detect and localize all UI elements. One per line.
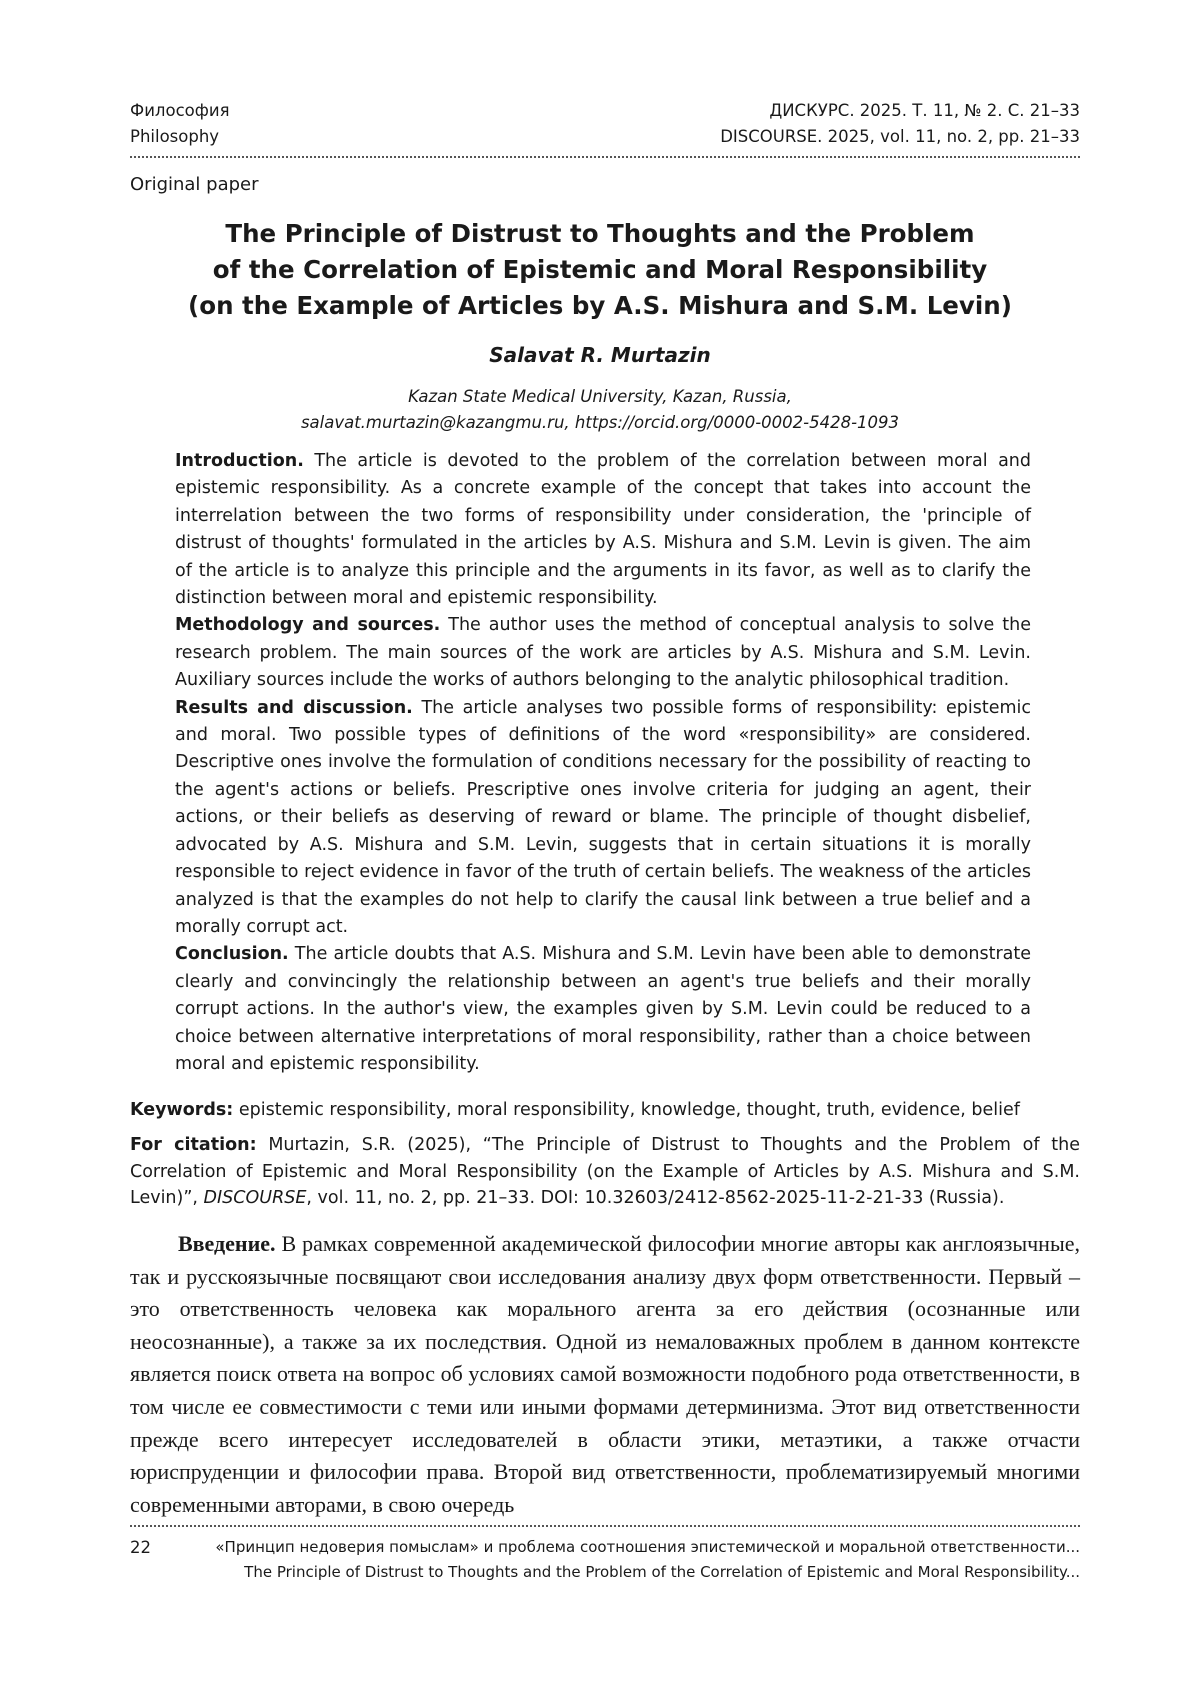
abstract-label: Results and discussion. (175, 698, 413, 718)
running-title-en: The Principle of Distrust to Thoughts and the Problem of the Correlation of Epistemic and Moral Responsibility... (244, 1563, 1080, 1581)
article-type: Original paper (130, 174, 259, 195)
journal-ref-ru: ДИСКУРС. 2025. Т. 11, № 2. С. 21–33 (769, 98, 1080, 124)
author-name: Salavat R. Murtazin (100, 343, 1100, 367)
keywords-label: Keywords: (130, 1100, 233, 1120)
citation-label: For citation: (130, 1135, 257, 1155)
article-page (0, 0, 1200, 1697)
header-divider (130, 156, 1080, 158)
journal-ref-en: DISCOURSE. 2025, vol. 11, no. 2, pp. 21–33 (720, 124, 1080, 150)
running-header-line-2 (130, 124, 1080, 150)
abstract (175, 448, 1031, 1078)
running-title-ru: «Принцип недоверия помыслам» и проблема соотношения эпистемической и моральной ответственности... (215, 1538, 1080, 1556)
section-name-ru: Философия (130, 98, 230, 124)
page-number: 22 (130, 1538, 151, 1557)
abstract-results: Results and discussion. The article analyses two possible forms of responsibility: epistemic and moral. Two possible types of definitions of the word «responsibility» are considered. Descriptive ones involve the formulation of conditions necessary for the possibility of reacting to the agent's actions or beliefs. Prescriptive ones involve criteria for judging an agent, their actions, or their beliefs as deserving of reward or blame. The principle of thought disbelief, advocated by A.S. Mishura and S.M. Levin, suggests that in certain situations it is morally responsible to reject evidence in favor of the truth of certain beliefs. The weakness of the articles analyzed is that the examples do not help to clarify the causal link between a true belief and a morally corrupt act. (175, 695, 1031, 942)
author-contacts: salavat.murtazin@kazangmu.ru, https://orcid.org/0000-0002-5428-1093 (100, 413, 1100, 432)
keywords: Keywords: epistemic responsibility, moral responsibility, knowledge, thought, truth, evidence, belief (130, 1097, 1080, 1124)
journal-name: DISCOURSE (204, 1188, 307, 1208)
article-title (100, 216, 1100, 324)
abstract-introduction: Introduction. The article is devoted to the problem of the correlation between moral and epistemic responsibility. As a concrete example of the concept that takes into account the interrelation between the two forms of responsibility under consideration, the 'principle of distrust of thoughts' formulated in the articles by A.S. Mishura and S.M. Levin is given. The aim of the article is to analyze this principle and the arguments in its favor, as well as to clarify the distinction between moral and epistemic responsibility. (175, 448, 1031, 612)
abstract-label: Introduction. (175, 451, 304, 471)
abstract-label: Conclusion. (175, 944, 289, 964)
footer-divider (130, 1525, 1080, 1527)
title-line: of the Correlation of Epistemic and Moral Responsibility (100, 252, 1100, 288)
abstract-label: Methodology and sources. (175, 615, 440, 635)
running-header-line-1 (130, 98, 1080, 124)
body-paragraph: Введение. В рамках современной академической философии многие авторы как англоязычные, так и русскоязычные посвящают свои исследования анализу двух форм ответственности. Первый – это ответственность человека как морального агента за его действия (осознанные или неосознанные), а также за их последствия. Одной из немаловажных проблем в данном контексте является поиск ответа на вопрос об условиях самой возможности подобного рода ответственности, в том числе ее совместимости с теми или иными формами детерминизма. Этот вид ответственности прежде всего интересует исследователей в области этики, метаэтики, а также отчасти юриспруденции и философии права. Второй вид ответственности, проблематизируемый многими современными авторами, в свою очередь (130, 1228, 1080, 1521)
section-lead: Введение. (178, 1231, 276, 1256)
abstract-methodology: Methodology and sources. The author uses the method of conceptual analysis to solve the research problem. The main sources of the work are articles by A.S. Mishura and S.M. Levin. Auxiliary sources include the works of authors belonging to the analytic philosophical tradition. (175, 612, 1031, 694)
section-name-en: Philosophy (130, 124, 219, 150)
citation: For citation: Murtazin, S.R. (2025), “The Principle of Distrust to Thoughts and the Problem of the Correlation of Epistemic and Moral Responsibility (on the Example of Articles by A.S. Mishura and S.M. Levin)”, DISCOURSE, vol. 11, no. 2, pp. 21–33. DOI: 10.32603/2412-8562-2025-11-2-21-33 (Russia). (130, 1132, 1080, 1212)
affiliation: Kazan State Medical University, Kazan, Russia, (100, 387, 1100, 406)
title-line: The Principle of Distrust to Thoughts and the Problem (100, 216, 1100, 252)
title-line: (on the Example of Articles by A.S. Mishura and S.M. Levin) (100, 288, 1100, 324)
abstract-conclusion: Conclusion. The article doubts that A.S. Mishura and S.M. Levin have been able to demonstrate clearly and convincingly the relationship between an agent's true beliefs and their morally corrupt actions. In the author's view, the examples given by S.M. Levin could be reduced to a choice between alternative interpretations of moral responsibility, rather than a choice between moral and epistemic responsibility. (175, 941, 1031, 1078)
